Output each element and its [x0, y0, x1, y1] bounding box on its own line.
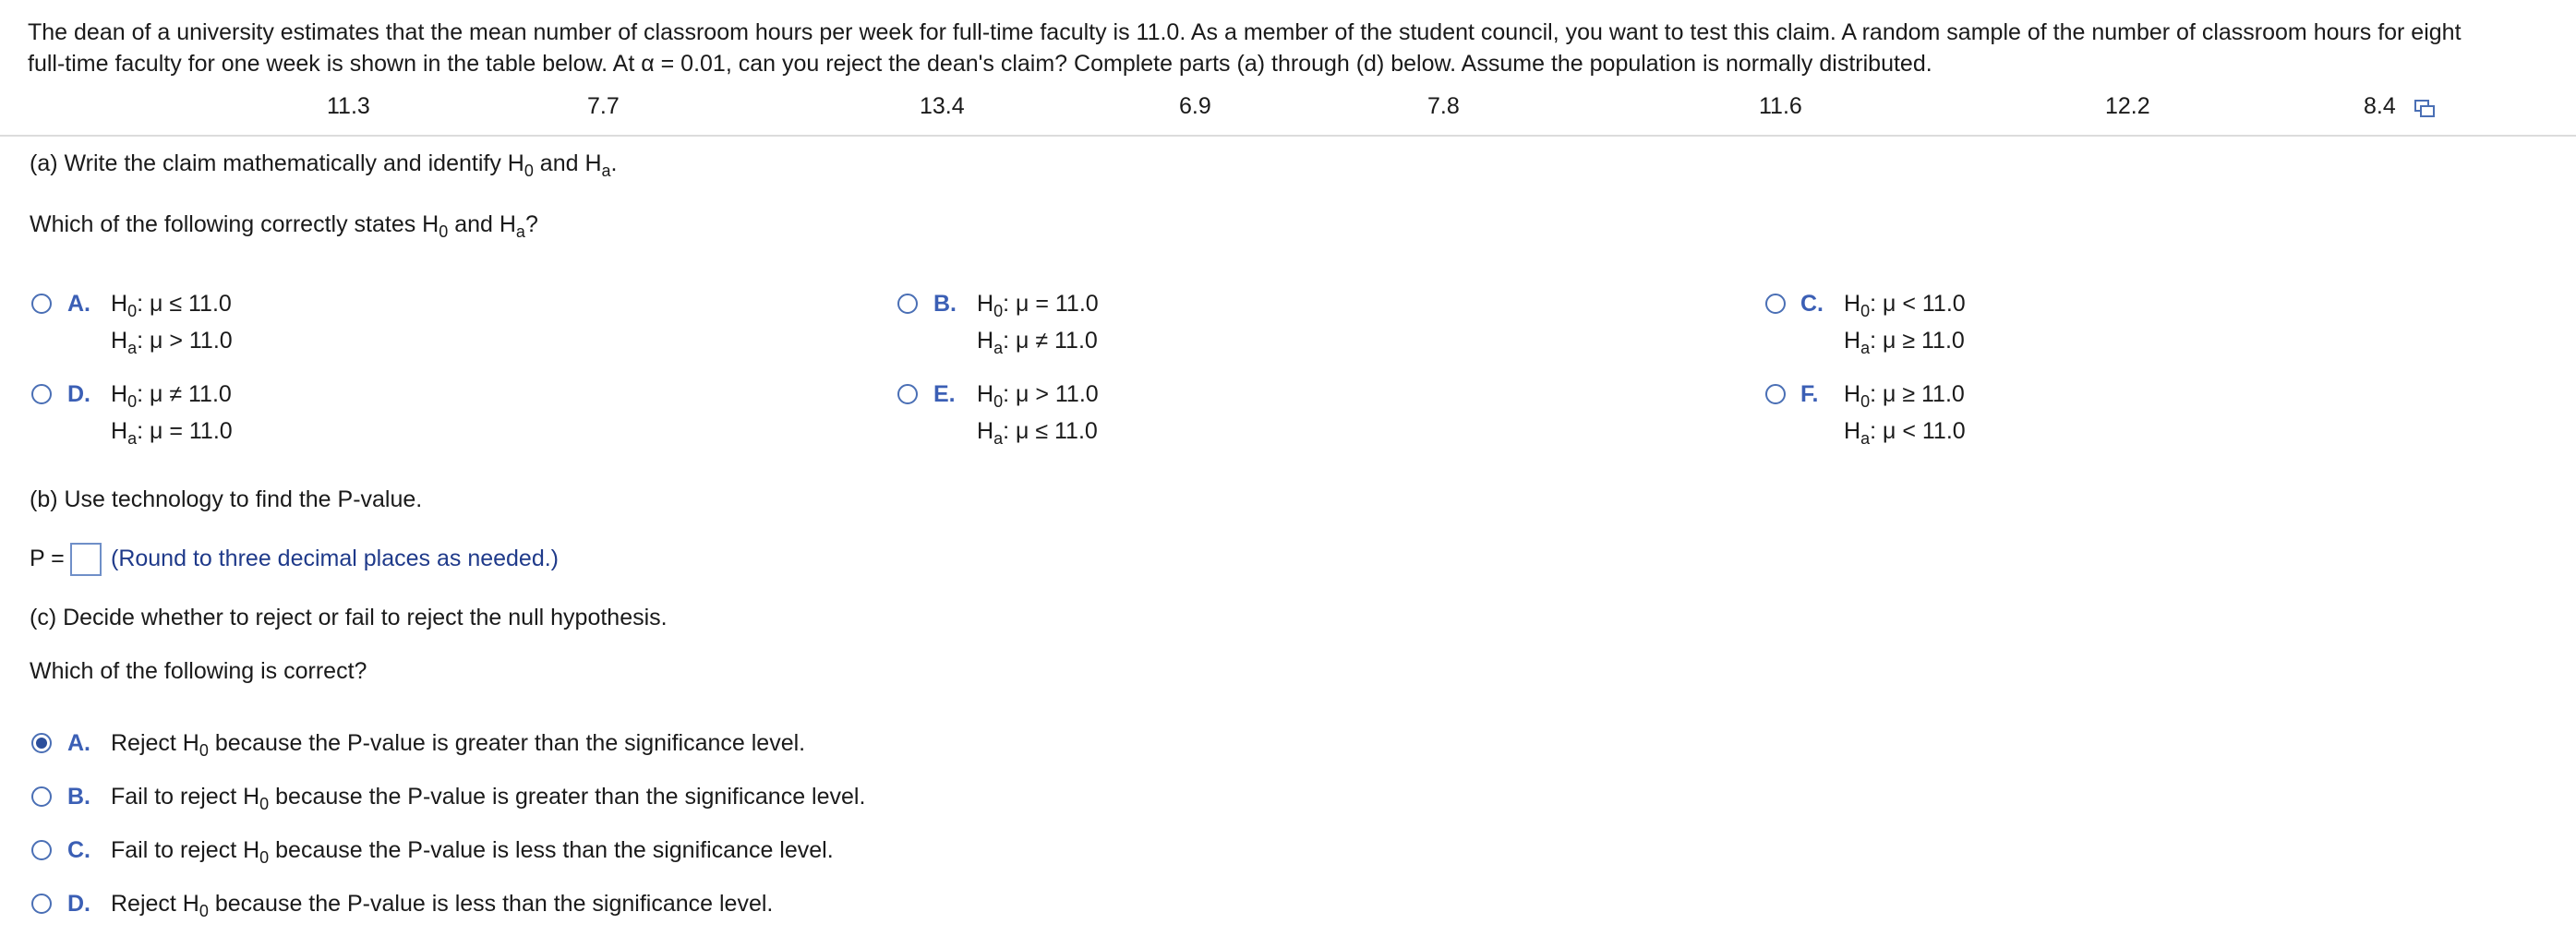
- rounding-hint: (Round to three decimal places as needed.): [111, 546, 560, 571]
- option-letter: E.: [933, 381, 956, 407]
- radio-button[interactable]: [897, 384, 918, 404]
- option-letter: C.: [1800, 291, 1824, 317]
- option-letter: A.: [67, 291, 90, 317]
- part-a-question: Which of the following correctly states $H_0$ and $H_a$?: [30, 211, 538, 241]
- alt-hypothesis: $H_a$: μ ≠ 11.0: [977, 328, 1098, 357]
- option-text: Fail to reject $H_0$ because the P-value is less than the significance level.: [111, 837, 834, 867]
- radio-button[interactable]: [1765, 294, 1786, 314]
- option-text: Fail to reject $H_0$ because the P-value is greater than the significance level.: [111, 784, 866, 813]
- p-value-input[interactable]: [70, 543, 102, 576]
- null-hypothesis: $H_0$: μ > 11.0: [977, 381, 1099, 411]
- radio-button[interactable]: [31, 294, 52, 314]
- option-letter: B.: [933, 291, 957, 317]
- data-value: 6.9: [1179, 93, 1211, 119]
- alt-hypothesis: $H_a$: μ ≥ 11.0: [1844, 328, 1965, 357]
- divider: [0, 135, 2576, 137]
- data-value: 12.2: [2105, 93, 2150, 119]
- null-hypothesis: $H_0$: μ ≥ 11.0: [1844, 381, 1965, 411]
- part-a-heading: (a) Write the claim mathematically and identify $H_0$ and $H_a$.: [30, 150, 618, 180]
- null-hypothesis: $H_0$: μ < 11.0: [1844, 291, 1966, 320]
- null-hypothesis: $H_0$: μ ≤ 11.0: [111, 291, 232, 320]
- radio-button[interactable]: [31, 786, 52, 807]
- radio-button[interactable]: [31, 840, 52, 860]
- radio-button[interactable]: [31, 384, 52, 404]
- data-value: 11.3: [327, 93, 370, 119]
- null-hypothesis: $H_0$: μ = 11.0: [977, 291, 1099, 320]
- copy-data-icon[interactable]: [2414, 100, 2435, 118]
- alt-hypothesis: $H_a$: μ < 11.0: [1844, 418, 1966, 448]
- option-letter: D.: [67, 381, 90, 407]
- option-letter: C.: [67, 837, 90, 863]
- alt-hypothesis: $H_a$: μ ≤ 11.0: [977, 418, 1098, 448]
- part-b-heading: (b) Use technology to find the P-value.: [30, 486, 423, 512]
- data-value: 8.4: [2364, 93, 2396, 119]
- problem-line-2: full-time faculty for one week is shown in the table below. At α = 0.01, can you reject the dean's claim? Complete parts (a) through (d) below. Assume the population is normally distributed.: [28, 51, 1932, 77]
- option-letter: A.: [67, 730, 90, 756]
- radio-button-selected[interactable]: [31, 733, 52, 753]
- option-letter: B.: [67, 784, 90, 810]
- null-hypothesis: $H_0$: μ ≠ 11.0: [111, 381, 232, 411]
- option-text: Reject $H_0$ because the P-value is greater than the significance level.: [111, 730, 806, 760]
- data-value: 13.4: [920, 93, 965, 119]
- part-c-question: Which of the following is correct?: [30, 658, 367, 684]
- alt-hypothesis: $H_a$: μ = 11.0: [111, 418, 233, 448]
- data-value: 11.6: [1759, 93, 1802, 119]
- option-letter: F.: [1800, 381, 1819, 407]
- data-value: 7.7: [587, 93, 620, 119]
- alt-hypothesis: $H_a$: μ > 11.0: [111, 328, 233, 357]
- radio-button[interactable]: [897, 294, 918, 314]
- option-letter: D.: [67, 891, 90, 917]
- radio-button[interactable]: [31, 894, 52, 914]
- problem-line-1: The dean of a university estimates that the mean number of classroom hours per week for full-time faculty is 11.0. As a member of the student council, you want to test this claim. A random sample of the number of classroom hours for eight: [28, 19, 2462, 45]
- data-value: 7.8: [1427, 93, 1460, 119]
- p-value-label: P =: [30, 546, 65, 571]
- part-c-heading: (c) Decide whether to reject or fail to reject the null hypothesis.: [30, 605, 668, 630]
- option-text: Reject $H_0$ because the P-value is less than the significance level.: [111, 891, 774, 920]
- problem-statement: [28, 17, 2462, 79]
- radio-button[interactable]: [1765, 384, 1786, 404]
